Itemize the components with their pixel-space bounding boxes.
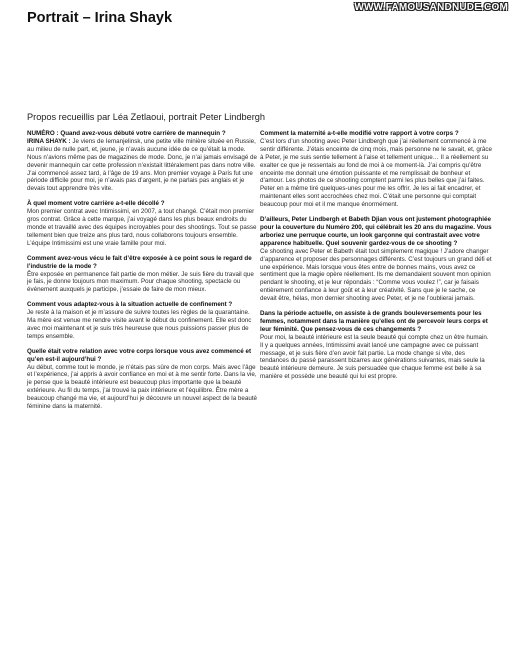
qa-block (260, 130, 492, 209)
answer: Être exposée en permanence fait partie de mon métier. Je suis fière du travail que je fais, je donne toujours mon maximum. Pour chaque shooting, spectacle ou événement auxquels je participe, j’essaie de faire de mon mieux. (27, 270, 254, 294)
question: À quel moment votre carrière a-t-elle décollé ? (27, 200, 165, 208)
answer: Ce shooting avec Peter et Babeth était tout simplement magique ! J’adore changer d’apparence et proposer des personnages différents. C’est toujours un grand défi et une expérience. Mais lorsque vous êtes entre de bonnes mains, vous avez ce sentiment que la magie opère réellement. Ils me demandaient souvent mon opinion pendant le shooting, et je leur répondais : “Comme vous voulez !”, car je faisais entièrement confiance à leur goût et à leur créativité. Sans que je le sache, ce devait être, hélas, mon dernier shooting avec Peter, et je ne l’oublierai jamais. (260, 247, 492, 303)
question: Quelle était votre relation avec votre corps lorsque vous avez commencé et qu’en est-il aujourd’hui ? (27, 347, 252, 363)
question: D’ailleurs, Peter Lindbergh et Babeth Djian vous ont justement photographiée pour la couverture du Numéro 200, qui célébrait les 20 ans du magazine. Vous arboriez une perruque courte, un look garçonne qui contrastait avec votre apparence habituelle. Quel souvenir gardez-vous de ce shooting ? (260, 216, 492, 247)
qa-block (260, 216, 492, 303)
question: NUMÉRO : Quand avez-vous débuté votre carrière de mannequin ? (27, 130, 226, 137)
article-credits: Propos recueillis par Léa Zetlaoui, portrait Peter Lindbergh (27, 112, 265, 122)
answer: Au début, comme tout le monde, je n’étais pas sûre de mon corps. Mais avec l’âge et l’expérience, j’ai appris à avoir confiance en moi et à me sentir forte. Dans la vie, je pense que la beauté intérieure est beaucoup plus importante que la beauté extérieure. Au fil du temps, j’ai trouvé la paix intérieure et l’équilibre. Être mère a beaucoup changé ma vie, et aujourd’hui je découvre un nouvel aspect de la beauté féminine dans la maternité. (27, 363, 258, 411)
watermark: WWW.FAMOUSANDNUDE.COM (354, 2, 508, 13)
page-title: Portrait – Irina Shayk (27, 10, 173, 26)
qa-block (260, 310, 492, 381)
question: Comment avez-vous vécu le fait d’être exposée à ce point sous le regard de l’industrie de la mode ? (27, 254, 252, 270)
answer (27, 138, 259, 193)
answer: Je reste à la maison et je m’assure de suivre toutes les règles de la quarantaine. Ma mère est venue me rendre visite avant le début du confinement. Elle est donc avec moi maintenant et je suis très heureuse que nous puissions passer plus de temps ensemble. (27, 309, 252, 340)
qa-block (27, 301, 259, 341)
right-column (260, 130, 492, 388)
question: Comment vous adaptez-vous à la situation actuelle de confinement ? (27, 301, 233, 309)
question: Comment la maternité a-t-elle modifié votre rapport à votre corps ? (260, 130, 459, 137)
qa-block (27, 255, 259, 295)
answer-text: Je viens de Iemanjelinsk, une petite ville minière située en Russie, au milieu de nulle part, et, jeune, je n’avais aucune idée de ce qu’était la mode. Nous n’avions même pas de magazines de mode. Donc, je n’ai jamais envisagé de devenir mannequin car cette profession n’existait littéralement pas dans notre ville. J’ai commencé assez tard, à l’âge de 19 ans. Mon premier voyage à Paris fut une période difficile pour moi, je n’avais pas d’argent, je ne parlais pas anglais et je devais tout apprendre très vite. (27, 137, 257, 193)
answer: Pour moi, la beauté intérieure est la seule beauté qui compte chez un être humain. Il y a quelques années, Intimissimi avait lancé une campagne avec ce puissant message, et je suis fière d’en avoir fait partie. La mode change si vite, des tendances du passé paraissent bizarres aux générations suivantes, mais seule la beauté intérieure demeure. Je suis persuadée que chaque femme est belle à sa manière et possède une beauté qui lui est propre. (260, 333, 489, 381)
qa-block (27, 130, 259, 193)
answer-lead: IRINA SHAYK : (27, 137, 71, 145)
qa-block (27, 348, 259, 411)
answer: C’est lors d’un shooting avec Peter Lindbergh que j’ai réellement commencé à me sentir différente. J’étais enceinte de cinq mois, mais personne ne le savait, et, grâce à Peter, je me suis sentie tellement à l’aise et tellement unique… Il a réellement su exalter ce que je ressentais au fond de moi à ce moment-là. J’ai compris qu’être enceinte me donnait une émotion puissante et me remplissait de bonheur et d’amour. Les photos de ce shooting comptent parmi les plus belles que j’ai faites. Peter en a même tiré quelques-unes pour me les offrir. Je les ai fait encadrer, et maintenant elles sont accrochées chez moi. C’était une personne qui comptait beaucoup pour moi et il me manque énormément. (260, 137, 492, 209)
left-column (27, 130, 259, 418)
answer: Mon premier contrat avec Intimissimi, en 2007, a tout changé. C’était mon premier gros contrat. Grâce à cette marque, j’ai voyagé dans les plus beaux endroits du monde et travaillé avec des équipes incroyables pour des shootings. Tout se passe tellement bien que treize ans plus tard, nous collaborons toujours ensemble. L’équipe Intimissimi est une vraie famille pour moi. (27, 208, 257, 247)
qa-block (27, 200, 259, 247)
question: Dans la période actuelle, on assiste à de grands bouleversements pour les femmes, notamment dans la manière qu’elles ont de percevoir leurs corps et leur féminité. Que pensez-vous de ces changements ? (260, 310, 488, 333)
